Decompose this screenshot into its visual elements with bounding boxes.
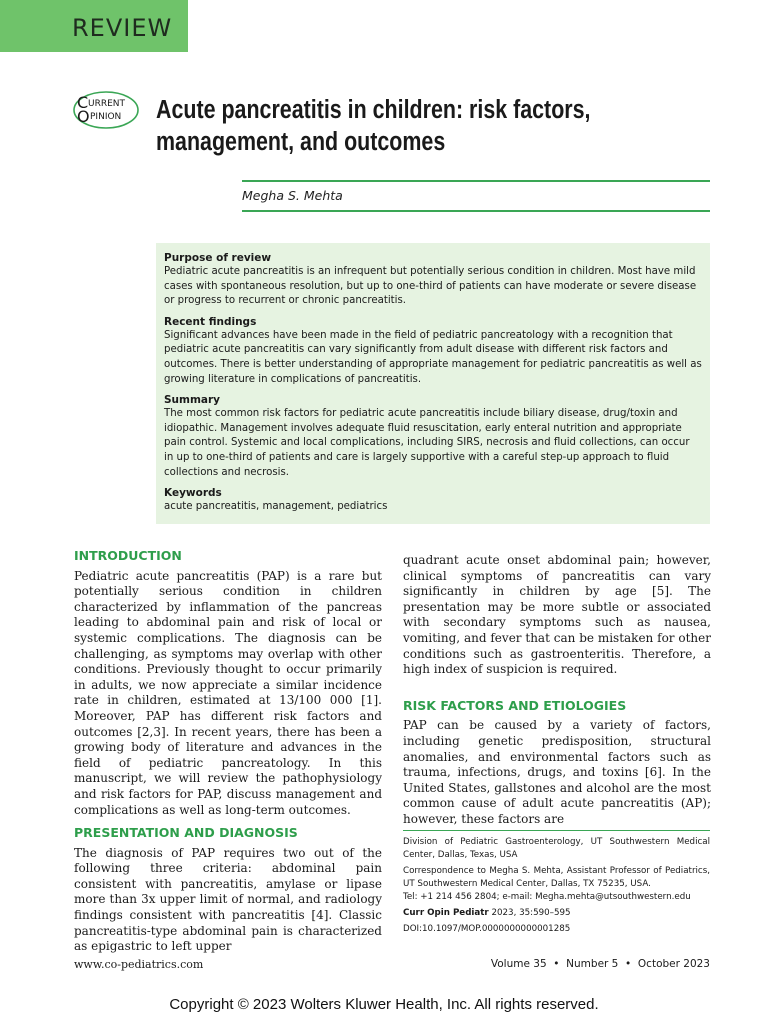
affiliation-block <box>403 830 710 939</box>
current-opinion-logo <box>72 90 140 130</box>
keywords-text: acute pancreatitis, management, pediatrics <box>164 501 388 513</box>
presentation-text: The diagnosis of PAP requires two out of the following three criteria: abdominal pain consistent with pancreatitis, amylase or lipase more than 3x upper limit of normal, and radiology findings consistent with pancreatitis [4]. Classic pancreatitis-type abdominal pain is characterized as epigastric to left upper <box>74 845 382 954</box>
journal-website: www.co-pediatrics.com <box>74 958 204 971</box>
logo-line2: PINION <box>90 112 122 122</box>
right-column <box>403 553 711 828</box>
division-text: Division of Pediatric Gastroenterology, UT Southwestern Medical Center, Dallas, Texas, USA <box>403 837 710 860</box>
findings-heading: Recent findings <box>164 315 257 328</box>
risk-factors-heading: RISK FACTORS AND ETIOLOGIES <box>403 697 627 713</box>
correspondence-address: Correspondence to Megha S. Mehta, Assistant Professor of Pediatrics, UT Southwestern Medical Center, Dallas, TX 75235, USA. <box>403 866 710 889</box>
svg-text:O: O <box>77 107 90 126</box>
risk-factors-text: PAP can be caused by a variety of factors, including genetic predisposition, structural anomalies, and environmental factors such as trauma, infections, drugs, and toxins [6]. In the United States, gallstones and alcohol are the most common cause of adult acute pancreatitis (AP); however, these factors are <box>403 718 711 826</box>
left-column-bottom <box>74 825 382 955</box>
current-opinion-logo-graphic <box>72 90 140 130</box>
summary-text: The most common risk factors for pediatric acute pancreatitis include biliary disease, drug/toxin and idiopathic. Management involves adequate fluid resuscitation, early enteral nutrition and appropriate pain control. Systemic and local complications, including SIRS, necrosis and fluid collections, can occur in up to one-third of patients and care is largely supportive with a careful step-up approach to fluid collections and necrosis. <box>164 408 690 478</box>
continued-text: quadrant acute onset abdominal pain; however, clinical symptoms of pancreatitis can vary significantly in children by age [5]. The presentation may be more subtle or associated with secondary symptoms such as nausea, vomiting, and fever that can be mistaken for other conditions such as gastroenteritis. Therefore, a high index of suspicion is required. <box>403 553 711 677</box>
findings-text: Significant advances have been made in the field of pediatric pancreatology with a recognition that pediatric acute pancreatitis can vary significantly from adult disease with different risk factors and outcomes. There is better understanding of appropriate management for pediatric pancreatitis as well as growing literature in complications of pancreatitis. <box>164 329 702 385</box>
correspondence-contact: Tel: +1 214 456 2804; e-mail: Megha.mehta@utsouthwestern.edu <box>403 892 691 902</box>
left-column-top <box>74 548 382 818</box>
purpose-heading: Purpose of review <box>164 252 272 264</box>
purpose-text: Pediatric acute pancreatitis is an infrequent but potentially serious condition in children. Most have mild cases with spontaneous resolution, but up to one-third of patients can have moderate or severe disease or progress to recurrent or chronic pancreatitis. <box>164 266 697 307</box>
author-name: Megha S. Mehta <box>242 188 343 203</box>
article-title: Acute pancreatitis in children: risk factors, management, and outcomes <box>156 96 591 156</box>
summary-heading: Summary <box>164 394 221 407</box>
svg-text:C: C <box>77 93 89 112</box>
section-label: REVIEW <box>72 14 173 42</box>
journal-name: Curr Opin Pediatr <box>403 908 489 918</box>
title-divider-bottom <box>242 210 710 212</box>
keywords-heading: Keywords <box>164 487 222 500</box>
doi-text: DOI:10.1097/MOP.0000000000001285 <box>403 924 571 934</box>
citation-details: 2023, 35:590–595 <box>488 908 571 918</box>
abstract-box <box>156 243 710 524</box>
title-divider-top <box>242 180 710 182</box>
issue-info: Volume 35 • Number 5 • October 2023 <box>490 958 710 970</box>
correspondence-text <box>403 865 710 904</box>
copyright-notice: Copyright © 2023 Wolters Kluwer Health, Inc. All rights reserved. <box>169 996 599 1013</box>
section-tab <box>0 0 188 52</box>
presentation-heading: PRESENTATION AND DIAGNOSIS <box>74 825 298 840</box>
citation-line <box>403 907 710 920</box>
introduction-text: Pediatric acute pancreatitis (PAP) is a rare but potentially serious condition in children characterized by inflammation of the pancreas leading to abdominal pain and risk of local or systemic complications. The diagnosis can be challenging, as symptoms may overlap with other conditions. Previously thought to occur primarily in adults, we now appreciate a similar incidence rate in children, estimated at 13/100 000 [1]. Moreover, PAP has different risk factors and outcomes [2,3]. In recent years, there has been a growing body of literature and advances in the field of pediatric pancreatology. In this manuscript, we will review the pathophysiology and risk factors for PAP, discuss management and complications as well as long-term outcomes. <box>74 568 382 817</box>
introduction-heading: INTRODUCTION <box>74 548 182 563</box>
logo-line1: URRENT <box>88 99 126 109</box>
